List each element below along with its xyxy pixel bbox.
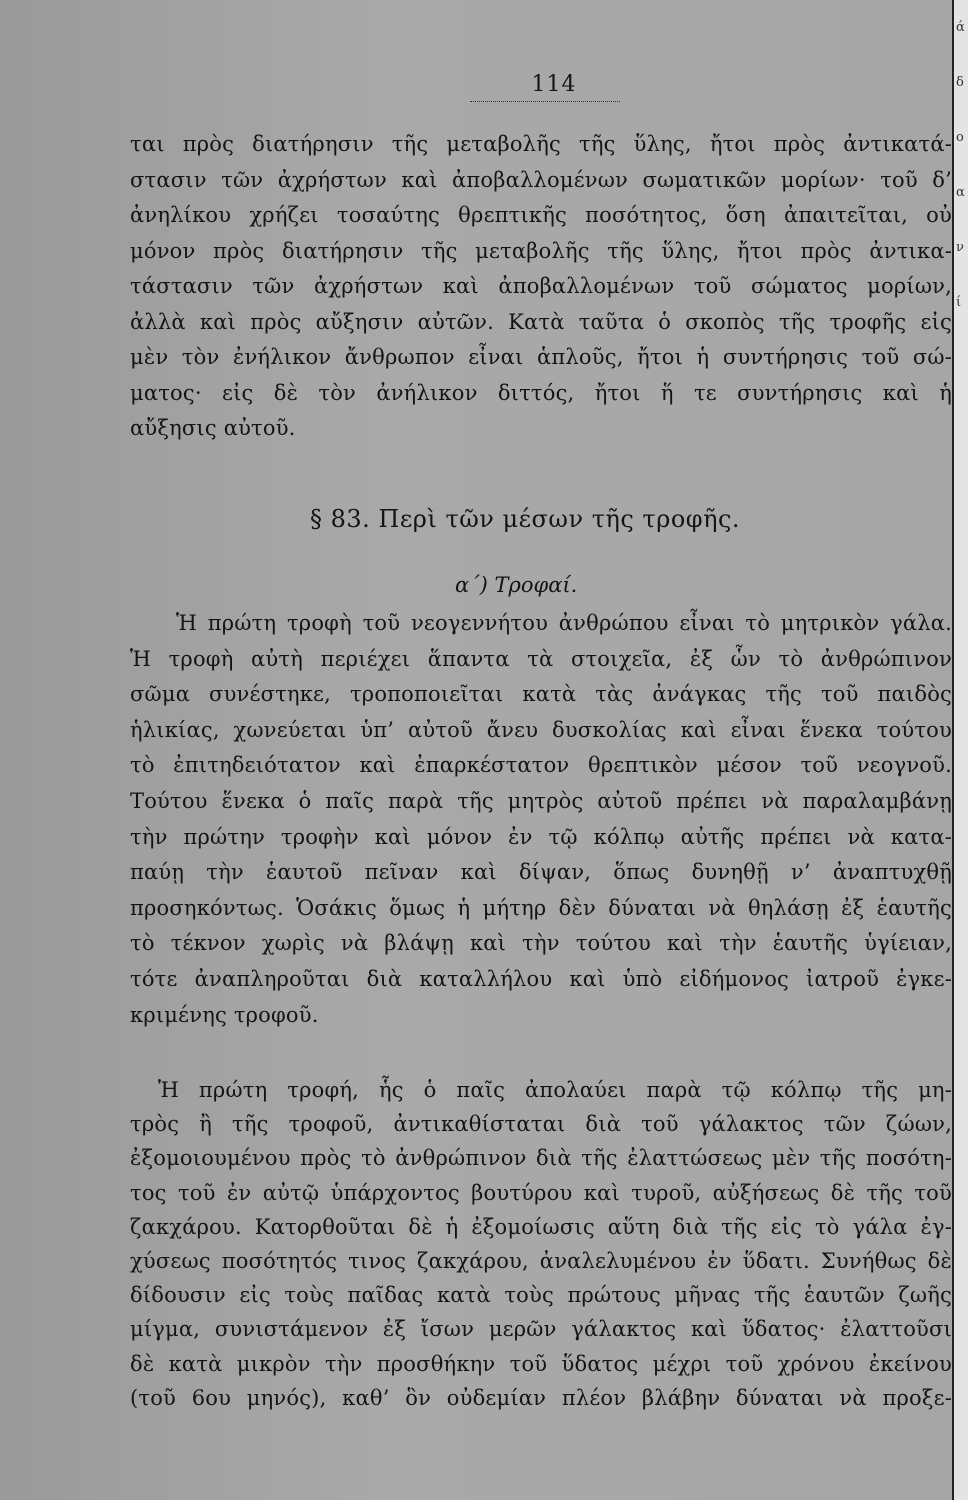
text-line: δίδουσιν εἰς τοὺς παῖδας κατὰ τοὺς πρώτους μῆνας τῆς ἑαυτῶν ζωῆς <box>130 1283 952 1308</box>
fragment-char: ο <box>956 130 964 145</box>
fragment-char: ί <box>956 295 962 310</box>
section-title: § 83. Περὶ τῶν μέσων τῆς τροφῆς. <box>310 505 741 533</box>
text-line: τὴν πρώτην τροφὴν καὶ μόνον ἐν τῷ κόλπῳ αὐτῆς πρέπει νὰ κατα- <box>130 824 952 849</box>
text-line: (τοῦ 6ου μηνός), καθ’ ὃν οὐδεμίαν πλέον βλάβην δύναται νὰ προξε- <box>130 1385 952 1410</box>
text-line: ζακχάρου. Κατορθοῦται δὲ ἡ ἐξομοίωσις αὕτη διὰ τῆς εἰς τὸ γάλα ἐγ- <box>130 1214 952 1239</box>
text-line: στασιν τῶν ἀχρήστων καὶ ἀποβαλλομένων σωματικῶν μορίων· τοῦ δ’ <box>130 167 952 192</box>
text-line: προσηκόντως. Ὁσάκις ὅμως ἡ μήτηρ δὲν δύναται νὰ θηλάσῃ ἐξ ἑαυτῆς <box>130 895 952 920</box>
text-line: ἡλικίας, χωνεύεται ὑπ’ αὐτοῦ ἄνευ δυσκολίας καὶ εἶναι ἕνεκα τούτου <box>130 717 952 742</box>
text-line: μίγμα, συνιστάμενον ἐξ ἴσων μερῶν γάλακτος καὶ ὕδατος· ἐλαττοῦσι <box>130 1317 952 1342</box>
text-line: τος τοῦ ἐν αὐτῷ ὑπάρχοντος βουτύρου καὶ τυροῦ, αὐξήσεως δὲ τῆς τοῦ <box>130 1180 952 1205</box>
adjacent-page-edge <box>952 0 968 1500</box>
text-line: κριμένης τροφοῦ. <box>130 1002 319 1027</box>
text-line: αὔξησις αὐτοῦ. <box>130 416 296 440</box>
text-line: τὸ τέκνον χωρὶς νὰ βλάψῃ καὶ τὴν τούτου καὶ τὴν ἑαυτῆς ὑγίειαν, <box>130 931 952 956</box>
paragraph-continuation <box>130 127 952 447</box>
subheading <box>455 573 755 597</box>
text-line: τάστασιν τῶν ἀχρήστων καὶ ἀποβαλλομένων τοῦ σώματος μορίων, <box>130 274 952 298</box>
text-line: τὸ ἐπιτηδειότατον καὶ ἐπαρκέστατον θρεπτικὸν μέσον τοῦ νεογνοῦ. <box>130 753 952 778</box>
paragraph <box>130 1073 952 1415</box>
text-line: ται πρὸς διατήρησιν τῆς μεταβολῆς τῆς ὕλης, ἤτοι πρὸς ἀντικατά- <box>130 132 952 156</box>
text-line: Ἡ πρώτη τροφὴ τοῦ νεογεννήτου ἀνθρώπου εἶναι τὸ μητρικὸν γάλα. <box>176 611 952 635</box>
subheading-text: α΄) Τροφαί. <box>455 573 578 597</box>
text-line: Ἡ τροφὴ αὐτὴ περιέχει ἅπαντα τὰ στοιχεῖα, ἐξ ὧν τὸ ἀνθρώπινον <box>130 646 952 671</box>
text-line: Τούτου ἕνεκα ὁ παῖς παρὰ τῆς μητρὸς αὐτοῦ πρέπει νὰ παραλαμβάνῃ <box>130 788 952 813</box>
adjacent-page-fragments <box>956 0 968 330</box>
text-line: Ἡ πρώτη τροφή, ἧς ὁ παῖς ἀπολαύει παρὰ τῷ κόλπῳ τῆς μη- <box>158 1078 952 1102</box>
text-line: μόνον πρὸς διατήρησιν τῆς μεταβολῆς τῆς ὕλης, ἤτοι πρὸς ἀντικα- <box>130 238 952 263</box>
fragment-char: δ <box>956 75 964 90</box>
page-number: 114 <box>531 72 577 97</box>
text-line: σῶμα συνέστηκε, τροποποιεῖται κατὰ τὰς ἀνάγκας τῆς τοῦ παιδὸς <box>130 682 952 707</box>
fragment-char: ν <box>956 240 964 255</box>
text-line: ἀλλὰ καὶ πρὸς αὔξησιν αὐτῶν. Κατὰ ταῦτα ὁ σκοπὸς τῆς τροφῆς εἰς <box>130 309 952 334</box>
paragraph <box>130 606 952 1033</box>
text-line: χύσεως ποσότητός τινος ζακχάρου, ἀναλελυμένου ἐν ὕδατι. Συνήθως δὲ <box>130 1249 952 1274</box>
text-line: μὲν τὸν ἐνήλικον ἄνθρωπον εἶναι ἁπλοῦς, ἤτοι ἡ συντήρησις τοῦ σώ- <box>130 345 952 369</box>
fragment-char: α <box>956 185 965 200</box>
text-line: τρὸς ἢ τῆς τροφοῦ, ἀντικαθίσταται διὰ τοῦ γάλακτος τῶν ζώων, <box>130 1112 952 1137</box>
text-line: παύῃ τὴν ἑαυτοῦ πεῖναν καὶ δίψαν, ὅπως δυνηθῇ ν’ ἀναπτυχθῇ <box>130 860 952 885</box>
text-line: ἐξομοιουμένου πρὸς τὸ ἀνθρώπινον διὰ τῆς ἐλαττώσεως μὲν τῆς ποσότη- <box>130 1146 952 1171</box>
text-line: τότε ἀναπληροῦται διὰ καταλλήλου καὶ ὑπὸ εἰδήμονος ἰατροῦ ἐγκε- <box>130 966 952 991</box>
page-number-rule <box>470 101 620 102</box>
text-line: δὲ κατὰ μικρὸν τὴν προσθήκην τοῦ ὕδατος μέχρι τοῦ χρόνου ἐκείνου <box>130 1351 952 1376</box>
fragment-char: ά <box>956 20 965 35</box>
text-line: ματος· εἰς δὲ τὸν ἀνήλικον διττός, ἤτοι ἥ τε συντήρησις καὶ ἡ <box>130 380 952 405</box>
text-line: ἀνηλίκου χρήζει τοσαύτης θρεπτικῆς ποσότητος, ὅση ἀπαιτεῖται, οὐ <box>130 203 952 227</box>
